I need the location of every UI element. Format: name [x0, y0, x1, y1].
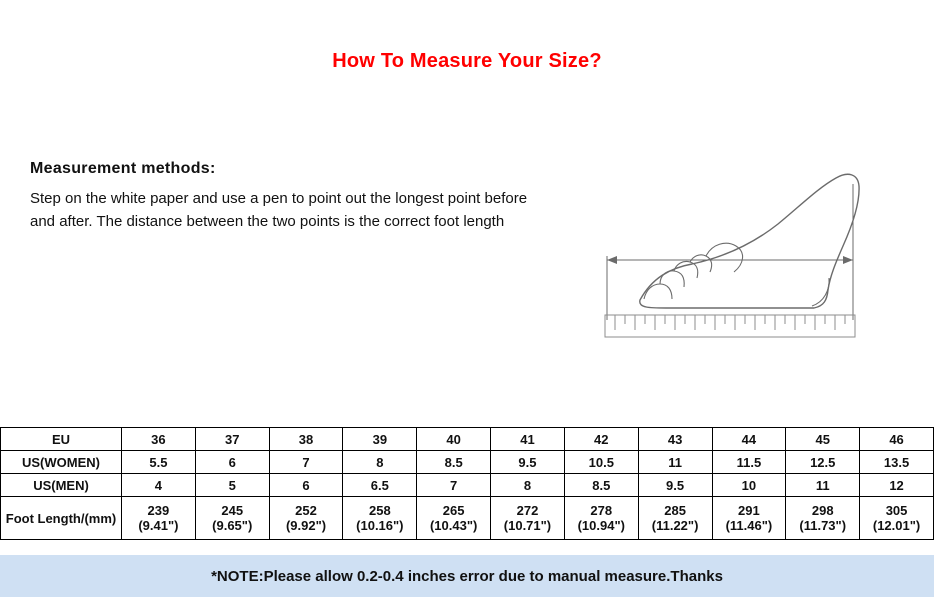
- cell-eu-8: 44: [712, 428, 786, 451]
- measurement-body: Step on the white paper and use a pen to point out the longest point before and after. The distance between the two points is the correct foot length: [30, 190, 528, 230]
- cell-footlength-9: [786, 497, 860, 540]
- cell-footlength-3: [343, 497, 417, 540]
- cell-uswomen-10: 13.5: [860, 451, 934, 474]
- cell-usmen-4: 7: [417, 474, 491, 497]
- cell-usmen-10: 12: [860, 474, 934, 497]
- foot-length-mm-9: 298: [811, 503, 834, 518]
- cell-eu-5: 41: [491, 428, 565, 451]
- foot-length-mm-8: 291: [738, 503, 760, 518]
- cell-usmen-8: 10: [712, 474, 786, 497]
- foot-length-mm-3: 258: [368, 503, 391, 518]
- cell-uswomen-2: 7: [269, 451, 343, 474]
- cell-usmen-7: 9.5: [638, 474, 712, 497]
- cell-footlength-0: [122, 497, 196, 540]
- foot-length-mm-5: 272: [516, 503, 539, 518]
- foot-length-mm-6: 278: [590, 503, 613, 518]
- cell-uswomen-4: 8.5: [417, 451, 491, 474]
- cell-eu-4: 40: [417, 428, 491, 451]
- cell-footlength-4: [417, 497, 491, 540]
- cell-eu-0: 36: [122, 428, 196, 451]
- table-row-us-men: [1, 474, 934, 497]
- cell-eu-3: 39: [343, 428, 417, 451]
- cell-footlength-6: [564, 497, 638, 540]
- table-row-eu: [1, 428, 934, 451]
- note-text: *NOTE:Please allow 0.2-0.4 inches error due to manual measure.Thanks: [211, 567, 723, 585]
- cell-usmen-0: 4: [122, 474, 196, 497]
- foot-length-inch-9: (11.73"): [799, 518, 847, 533]
- cell-footlength-1: [195, 497, 269, 540]
- foot-length-inch-7: (11.22"): [651, 518, 699, 533]
- table-row-us-women: [1, 451, 934, 474]
- foot-length-inch-1: (9.65"): [212, 518, 253, 533]
- cell-eu-7: 43: [638, 428, 712, 451]
- row-label-eu: EU: [1, 428, 122, 451]
- cell-eu-1: 37: [195, 428, 269, 451]
- cell-usmen-2: 6: [269, 474, 343, 497]
- cell-uswomen-5: 9.5: [491, 451, 565, 474]
- cell-eu-6: 42: [564, 428, 638, 451]
- size-conversion-table: [0, 427, 934, 540]
- foot-measurement-illustration: [600, 160, 920, 360]
- foot-length-inch-3: (10.16"): [356, 518, 404, 533]
- foot-length-inch-5: (10.71"): [503, 518, 552, 533]
- cell-footlength-2: [269, 497, 343, 540]
- foot-length-inch-0: (9.41"): [138, 518, 179, 533]
- cell-uswomen-3: 8: [343, 451, 417, 474]
- cell-uswomen-7: 11: [638, 451, 712, 474]
- cell-footlength-7: [638, 497, 712, 540]
- cell-footlength-8: [712, 497, 786, 540]
- cell-uswomen-8: 11.5: [712, 451, 786, 474]
- cell-usmen-3: 6.5: [343, 474, 417, 497]
- cell-uswomen-1: 6: [195, 451, 269, 474]
- foot-length-inch-2: (9.92"): [285, 518, 327, 533]
- foot-length-mm-10: 305: [885, 503, 908, 518]
- cell-uswomen-9: 12.5: [786, 451, 860, 474]
- cell-uswomen-0: 5.5: [122, 451, 196, 474]
- cell-eu-2: 38: [269, 428, 343, 451]
- foot-length-mm-2: 252: [295, 503, 317, 518]
- note-bar: [0, 555, 934, 597]
- measurement-instructions: [30, 160, 530, 233]
- row-label-us-men: US(MEN): [1, 474, 122, 497]
- foot-length-mm-4: 265: [442, 503, 465, 518]
- foot-length-mm-0: 239: [147, 503, 170, 518]
- cell-eu-10: 46: [860, 428, 934, 451]
- cell-footlength-10: [860, 497, 934, 540]
- row-label-us-women: US(WOMEN): [1, 451, 122, 474]
- foot-length-inch-10: (12.01"): [872, 518, 921, 533]
- cell-eu-9: 45: [786, 428, 860, 451]
- cell-footlength-5: [491, 497, 565, 540]
- foot-length-inch-8: (11.46"): [725, 518, 773, 533]
- cell-usmen-6: 8.5: [564, 474, 638, 497]
- foot-length-mm-7: 285: [664, 503, 686, 518]
- table-row-foot-length: [1, 497, 934, 540]
- cell-uswomen-6: 10.5: [564, 451, 638, 474]
- page-title: How To Measure Your Size?: [332, 50, 602, 72]
- cell-usmen-9: 11: [786, 474, 860, 497]
- cell-usmen-1: 5: [195, 474, 269, 497]
- foot-length-inch-4: (10.43"): [429, 518, 478, 533]
- foot-length-inch-6: (10.94"): [577, 518, 625, 533]
- cell-usmen-5: 8: [491, 474, 565, 497]
- row-label-foot-length: Foot Length/(mm): [1, 497, 122, 540]
- measurement-heading: Measurement methods:: [30, 160, 216, 177]
- foot-length-mm-1: 245: [221, 503, 244, 518]
